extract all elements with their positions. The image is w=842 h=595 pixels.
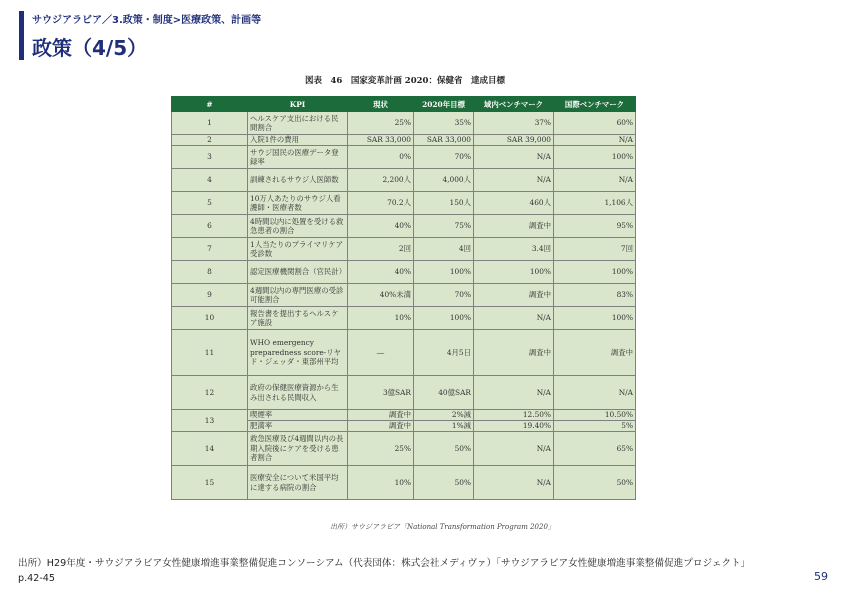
regional-cell: N/A — [474, 307, 554, 330]
current-cell: 2,200人 — [348, 169, 414, 192]
current-cell: 10% — [348, 466, 414, 500]
target-cell: 50% — [414, 432, 474, 466]
table-row — [172, 146, 636, 169]
target-cell: 100% — [414, 307, 474, 330]
regional-cell: N/A — [474, 466, 554, 500]
kpi-cell: 政府の保健医療資源から生み出される民間収入 — [248, 376, 348, 410]
regional-cell: SAR 39,000 — [474, 135, 554, 146]
column-header-intl: 国際ベンチマーク — [554, 97, 636, 112]
row-number: 12 — [172, 376, 248, 410]
intl-cell: 5% — [554, 421, 636, 432]
kpi-cell: 報告書を提出するヘルスケア施設 — [248, 307, 348, 330]
current-cell: 0% — [348, 146, 414, 169]
column-header-target: 2020年目標 — [414, 97, 474, 112]
row-number: 15 — [172, 466, 248, 500]
target-cell: 70% — [414, 146, 474, 169]
kpi-cell: 10万人あたりのサウジ人看護師・医療者数 — [248, 192, 348, 215]
kpi-cell: サウジ国民の医療データ登録率 — [248, 146, 348, 169]
target-cell: 40億SAR — [414, 376, 474, 410]
target-cell: 2%減 — [414, 410, 474, 421]
target-cell: 75% — [414, 215, 474, 238]
row-number: 5 — [172, 192, 248, 215]
kpi-cell: 認定医療機関割合（官民計） — [248, 261, 348, 284]
table-row — [172, 307, 636, 330]
table-row — [172, 410, 636, 421]
target-cell: 4月5日 — [414, 330, 474, 376]
footer-source-citation: 出所）H29年度・サウジアラビア女性健康増進事業整備促進コンソーシアム（代表団体：株式会社メディヴァ）「サウジアラビア女性健康増進事業整備促進プロジェクト」 p.42-45 — [18, 558, 751, 584]
current-cell: ― — [348, 330, 414, 376]
kpi-cell: WHO emergency preparedness score-リヤド・ジェッダ・東部州平均 — [248, 330, 348, 376]
target-cell: 35% — [414, 112, 474, 135]
current-cell: 40% — [348, 215, 414, 238]
kpi-table — [171, 96, 636, 500]
intl-cell: 10.50% — [554, 410, 636, 421]
regional-cell: 460人 — [474, 192, 554, 215]
regional-cell: 調査中 — [474, 330, 554, 376]
current-cell: 25% — [348, 432, 414, 466]
page-number: 59 — [814, 570, 828, 583]
row-number: 13 — [172, 410, 248, 432]
target-cell: 1%減 — [414, 421, 474, 432]
intl-cell: 100% — [554, 307, 636, 330]
kpi-cell: 肥満率 — [248, 421, 348, 432]
intl-cell: N/A — [554, 376, 636, 410]
intl-cell: N/A — [554, 135, 636, 146]
intl-cell: 1,106人 — [554, 192, 636, 215]
table-row — [172, 238, 636, 261]
intl-cell: 65% — [554, 432, 636, 466]
intl-cell: N/A — [554, 169, 636, 192]
row-number: 6 — [172, 215, 248, 238]
row-number: 7 — [172, 238, 248, 261]
row-number: 8 — [172, 261, 248, 284]
table-row — [172, 261, 636, 284]
column-header-current: 現状 — [348, 97, 414, 112]
row-number: 2 — [172, 135, 248, 146]
target-cell: 150人 — [414, 192, 474, 215]
current-cell: 70.2人 — [348, 192, 414, 215]
column-header-no: # — [172, 97, 248, 112]
target-cell: SAR 33,000 — [414, 135, 474, 146]
regional-cell: 37% — [474, 112, 554, 135]
row-number: 3 — [172, 146, 248, 169]
kpi-cell: 入院1件の費用 — [248, 135, 348, 146]
regional-cell: N/A — [474, 432, 554, 466]
regional-cell: N/A — [474, 169, 554, 192]
kpi-cell: 喫煙率 — [248, 410, 348, 421]
kpi-cell: 救急医療及び4週間以内の長期入院後にケアを受ける患者割合 — [248, 432, 348, 466]
table-row — [172, 192, 636, 215]
table-row — [172, 215, 636, 238]
regional-cell: 調査中 — [474, 215, 554, 238]
table-row — [172, 432, 636, 466]
intl-cell: 7回 — [554, 238, 636, 261]
figure-source-note: 出所）サウジアラビア「National Transformation Program 2020」 — [330, 523, 555, 531]
row-number: 4 — [172, 169, 248, 192]
current-cell: 10% — [348, 307, 414, 330]
current-cell: 25% — [348, 112, 414, 135]
table-header-row — [172, 97, 636, 112]
table-row — [172, 376, 636, 410]
regional-cell: 12.50% — [474, 410, 554, 421]
column-header-regional: 域内ベンチマーク — [474, 97, 554, 112]
table-row — [172, 135, 636, 146]
title-accent-bar — [19, 11, 24, 60]
intl-cell: 100% — [554, 146, 636, 169]
page-title: 政策（4/5） — [32, 36, 148, 60]
regional-cell: N/A — [474, 146, 554, 169]
current-cell: SAR 33,000 — [348, 135, 414, 146]
kpi-cell: 1人当たりのプライマリケア受診数 — [248, 238, 348, 261]
current-cell: 40%未満 — [348, 284, 414, 307]
kpi-cell: 4週間以内の専門医療の受診可能割合 — [248, 284, 348, 307]
breadcrumb: サウジアラビア／3.政策・制度>医療政策、計画等 — [32, 15, 262, 26]
target-cell: 4,000人 — [414, 169, 474, 192]
intl-cell: 調査中 — [554, 330, 636, 376]
regional-cell: 3.4回 — [474, 238, 554, 261]
regional-cell: 19.40% — [474, 421, 554, 432]
current-cell: 3億SAR — [348, 376, 414, 410]
current-cell: 40% — [348, 261, 414, 284]
table-row — [172, 284, 636, 307]
target-cell: 100% — [414, 261, 474, 284]
table-row — [172, 466, 636, 500]
column-header-kpi: KPI — [248, 97, 348, 112]
kpi-cell: ヘルスケア支出における民間割合 — [248, 112, 348, 135]
row-number: 11 — [172, 330, 248, 376]
figure-caption: 図表 46 国家変革計画 2020：保健省 達成目標 — [305, 76, 505, 86]
kpi-cell: 4時間以内に処置を受ける救急患者の割合 — [248, 215, 348, 238]
regional-cell: N/A — [474, 376, 554, 410]
regional-cell: 100% — [474, 261, 554, 284]
table-row — [172, 112, 636, 135]
intl-cell: 95% — [554, 215, 636, 238]
current-cell: 2回 — [348, 238, 414, 261]
table-row — [172, 169, 636, 192]
intl-cell: 60% — [554, 112, 636, 135]
target-cell: 70% — [414, 284, 474, 307]
regional-cell: 調査中 — [474, 284, 554, 307]
target-cell: 50% — [414, 466, 474, 500]
table-row — [172, 330, 636, 376]
kpi-cell: 医療安全について米国平均に達する病院の割合 — [248, 466, 348, 500]
intl-cell: 100% — [554, 261, 636, 284]
current-cell: 調査中 — [348, 410, 414, 421]
row-number: 1 — [172, 112, 248, 135]
intl-cell: 83% — [554, 284, 636, 307]
kpi-cell: 訓練されるサウジ人医師数 — [248, 169, 348, 192]
row-number: 10 — [172, 307, 248, 330]
intl-cell: 50% — [554, 466, 636, 500]
target-cell: 4回 — [414, 238, 474, 261]
current-cell: 調査中 — [348, 421, 414, 432]
row-number: 14 — [172, 432, 248, 466]
row-number: 9 — [172, 284, 248, 307]
